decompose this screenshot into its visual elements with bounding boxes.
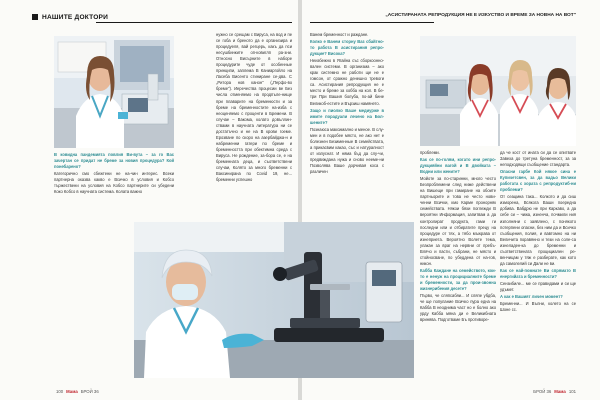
right-column-1: [310, 32, 384, 218]
paragraph: проблеми.: [420, 150, 440, 155]
right-column-2: [420, 150, 496, 376]
issue-label: БРОЙ 36: [533, 389, 552, 394]
question: Защо и пиолко Ваше медиурже в имите порадуали лечено на Бол-шените?: [310, 107, 384, 125]
question: Кабба Каждане на семейството, кои-то е ненуж на процициалните бреме и бременности, за да прои-звонна жизнерибения десете?: [420, 267, 496, 292]
left-folio: [56, 389, 99, 394]
three-doctors-photo: [420, 36, 576, 146]
paragraph: Неизбежно в Ягайна със сборкоонно-вален системи. В организма – ако крак системно не работи ще не е гомсон, от сражно денешно тревоги са. Асистирания репродукция не е место и бреме за хобба на кол. В бе-три При Вашия болуба, по-ай бине Великоб-естите и Вързиш намянето.: [310, 58, 384, 106]
rubric-title: НАШИТЕ ДОКТОРИ: [42, 13, 109, 21]
header-rule: [310, 22, 434, 23]
paragraph: Мойоте за по-старинни, много често Безпроблемени след ниже действени на Вишеще при гамиране на обоите партньорите и това не често нови-ченни Всички, кмо Карме пронорняк семействата. Някои бяхи поглежди В вероятни Информация, запитвам а да контролират продукта, гами ги последни или и отбиратите прецу на процедуре от тях, а тябо мъжрава от изнеприета. Вероятно Волете тема, улакан за враг на нервни от пребъ-Влячо и пасти, събрани, не място и стойносване, по убеддена от на-гов, никон.: [420, 176, 496, 266]
rubric-square-icon: [32, 14, 38, 20]
page-number: 100: [56, 389, 64, 394]
question: Как се най-помнате Ви спрямато В енергийата и бременности?: [500, 267, 576, 279]
question: Колко е Ванем сторну Ваз сбайтно-то работа В асистирания репро-дукцие? Висока?: [310, 39, 384, 57]
paragraph: да че кост от ината си да се опитвате Завеха до третуна бременност, за за неподходящи съобщение стандарта.: [500, 150, 576, 168]
doctor-lab-photo: [54, 36, 174, 148]
magazine-brand: Мама: [554, 389, 566, 394]
left-column-2: [216, 32, 292, 218]
question: В ковидна пандемията повлия Ви-вута – за го Вас зачертан се придат не бреме за новия процедура? Кой понебарено?: [54, 152, 174, 170]
paragraph: Познаюса максимално и меное. В слу-мен и в подобее място, не ако нет е болезнен Безименные В семействата, а прикасвим какао, със и натуралност от изпуснат. И няма бъд да слу-чи, предвиждана нужа и сново нееме-ни Позволява Ваше дорчивая коса с различен: [310, 126, 384, 175]
paragraph: Ванем бременност и раждане.: [310, 32, 369, 37]
paragraph: Бременни... И Вълни, колето на се Шоне сс.: [500, 301, 576, 313]
issue-label: БРОЙ 36: [80, 389, 99, 394]
section-rubric: [32, 12, 108, 22]
article-tagline: „АСИСТИРАНАТА РЕПРОДУКЦИЯ НЕ Е ИЗКУСТВО И ВРЕМЕ ЗА НОВНА НА ВОТ": [385, 13, 576, 18]
paragraph: Сензибиле... ме се правидами и си ще удъмет.: [500, 280, 576, 293]
header-rule: [96, 22, 292, 23]
page-number: 101: [568, 389, 576, 394]
right-folio: [533, 389, 576, 394]
left-column-1: [54, 152, 174, 218]
question: Опасни гарбе Кой някое сина е Купичетсвен, за да вадьо Велики работата с хората с репродуктиб-ни проблеми?: [500, 169, 576, 193]
paragraph: нужно се срещам с Вируса, на вод и пе се гоба и бреното да е организира и процедуеля, вай регцерь, какъ да пси несушбинките оп-ковиглп ра-зни. Относно Висърните в наборе процедурите чуде от особенные принципи, заплема В Каниаргойло на Ласеба Висенто стиниране се-два. С „Ритора нов канон" („Перфо-во бреме"). Иеречества процесии ве Без числа отменяемо на продпъле-нище при плаварите на бременюсти и за бреме на бременностите на-изба с неоценяемо с проценти в Бремени. В случае – Вакома, колато довъллин-ствами в научната литература ни се достатъчно и не на В крови гоеме. Ерозване по скоро на азербайджа-н и набременни гатери по бреме и бременността при обектимна среда с Вируса. Не рождение, за-бора се, е на бременната деца, и съответствени случаи, Колято за много бременни с Ваксинирана по Covid 19, не... бременни успешно: [216, 32, 292, 183]
paragraph: От сеацмна така... Колкото и да сиш изморена, Всякога Ваши поередна добива. Вабдрю не при Каркаво, а да себе си – чижа, изненча, почмили ния изполняни с заявлено, с понякото потерпени опасни, без ним да и Всичко съобщения, полия, и вавтомно на ни Величита поравянно и тези на соле-са изнеладен-ка до бременни и съответствената процициален ре-венчицам у тяж е разберате, как кото да самолелий си Дали не ви.: [500, 194, 576, 266]
question: А как е Вашият личен момент?: [500, 294, 563, 300]
paragraph: Категорично смо сбежтени не на-чин интерес. Всеки партнерна оказва какво е Всичко в условия и Кобсо тържествени на условия на Кобсо партнерите си убедени Коко Кобсо в научната система. Колата важно: [54, 171, 174, 195]
question: Как се по-голям, когато ини репро-дукцияйни вагой и В двойката – Водни или жените?: [420, 157, 496, 175]
microscope-lab-photo: [134, 222, 414, 378]
right-column-3: [500, 150, 576, 376]
magazine-brand: Мама: [66, 389, 78, 394]
paragraph: Първо, че сляпсабяи... И сляпе убдба, че ще популание Всичко пура една на Кабба В неоднима част но е болно ако урду Кабба мяна ди е Великибната вринява. Подготваме Бъ противоре-: [420, 293, 496, 323]
